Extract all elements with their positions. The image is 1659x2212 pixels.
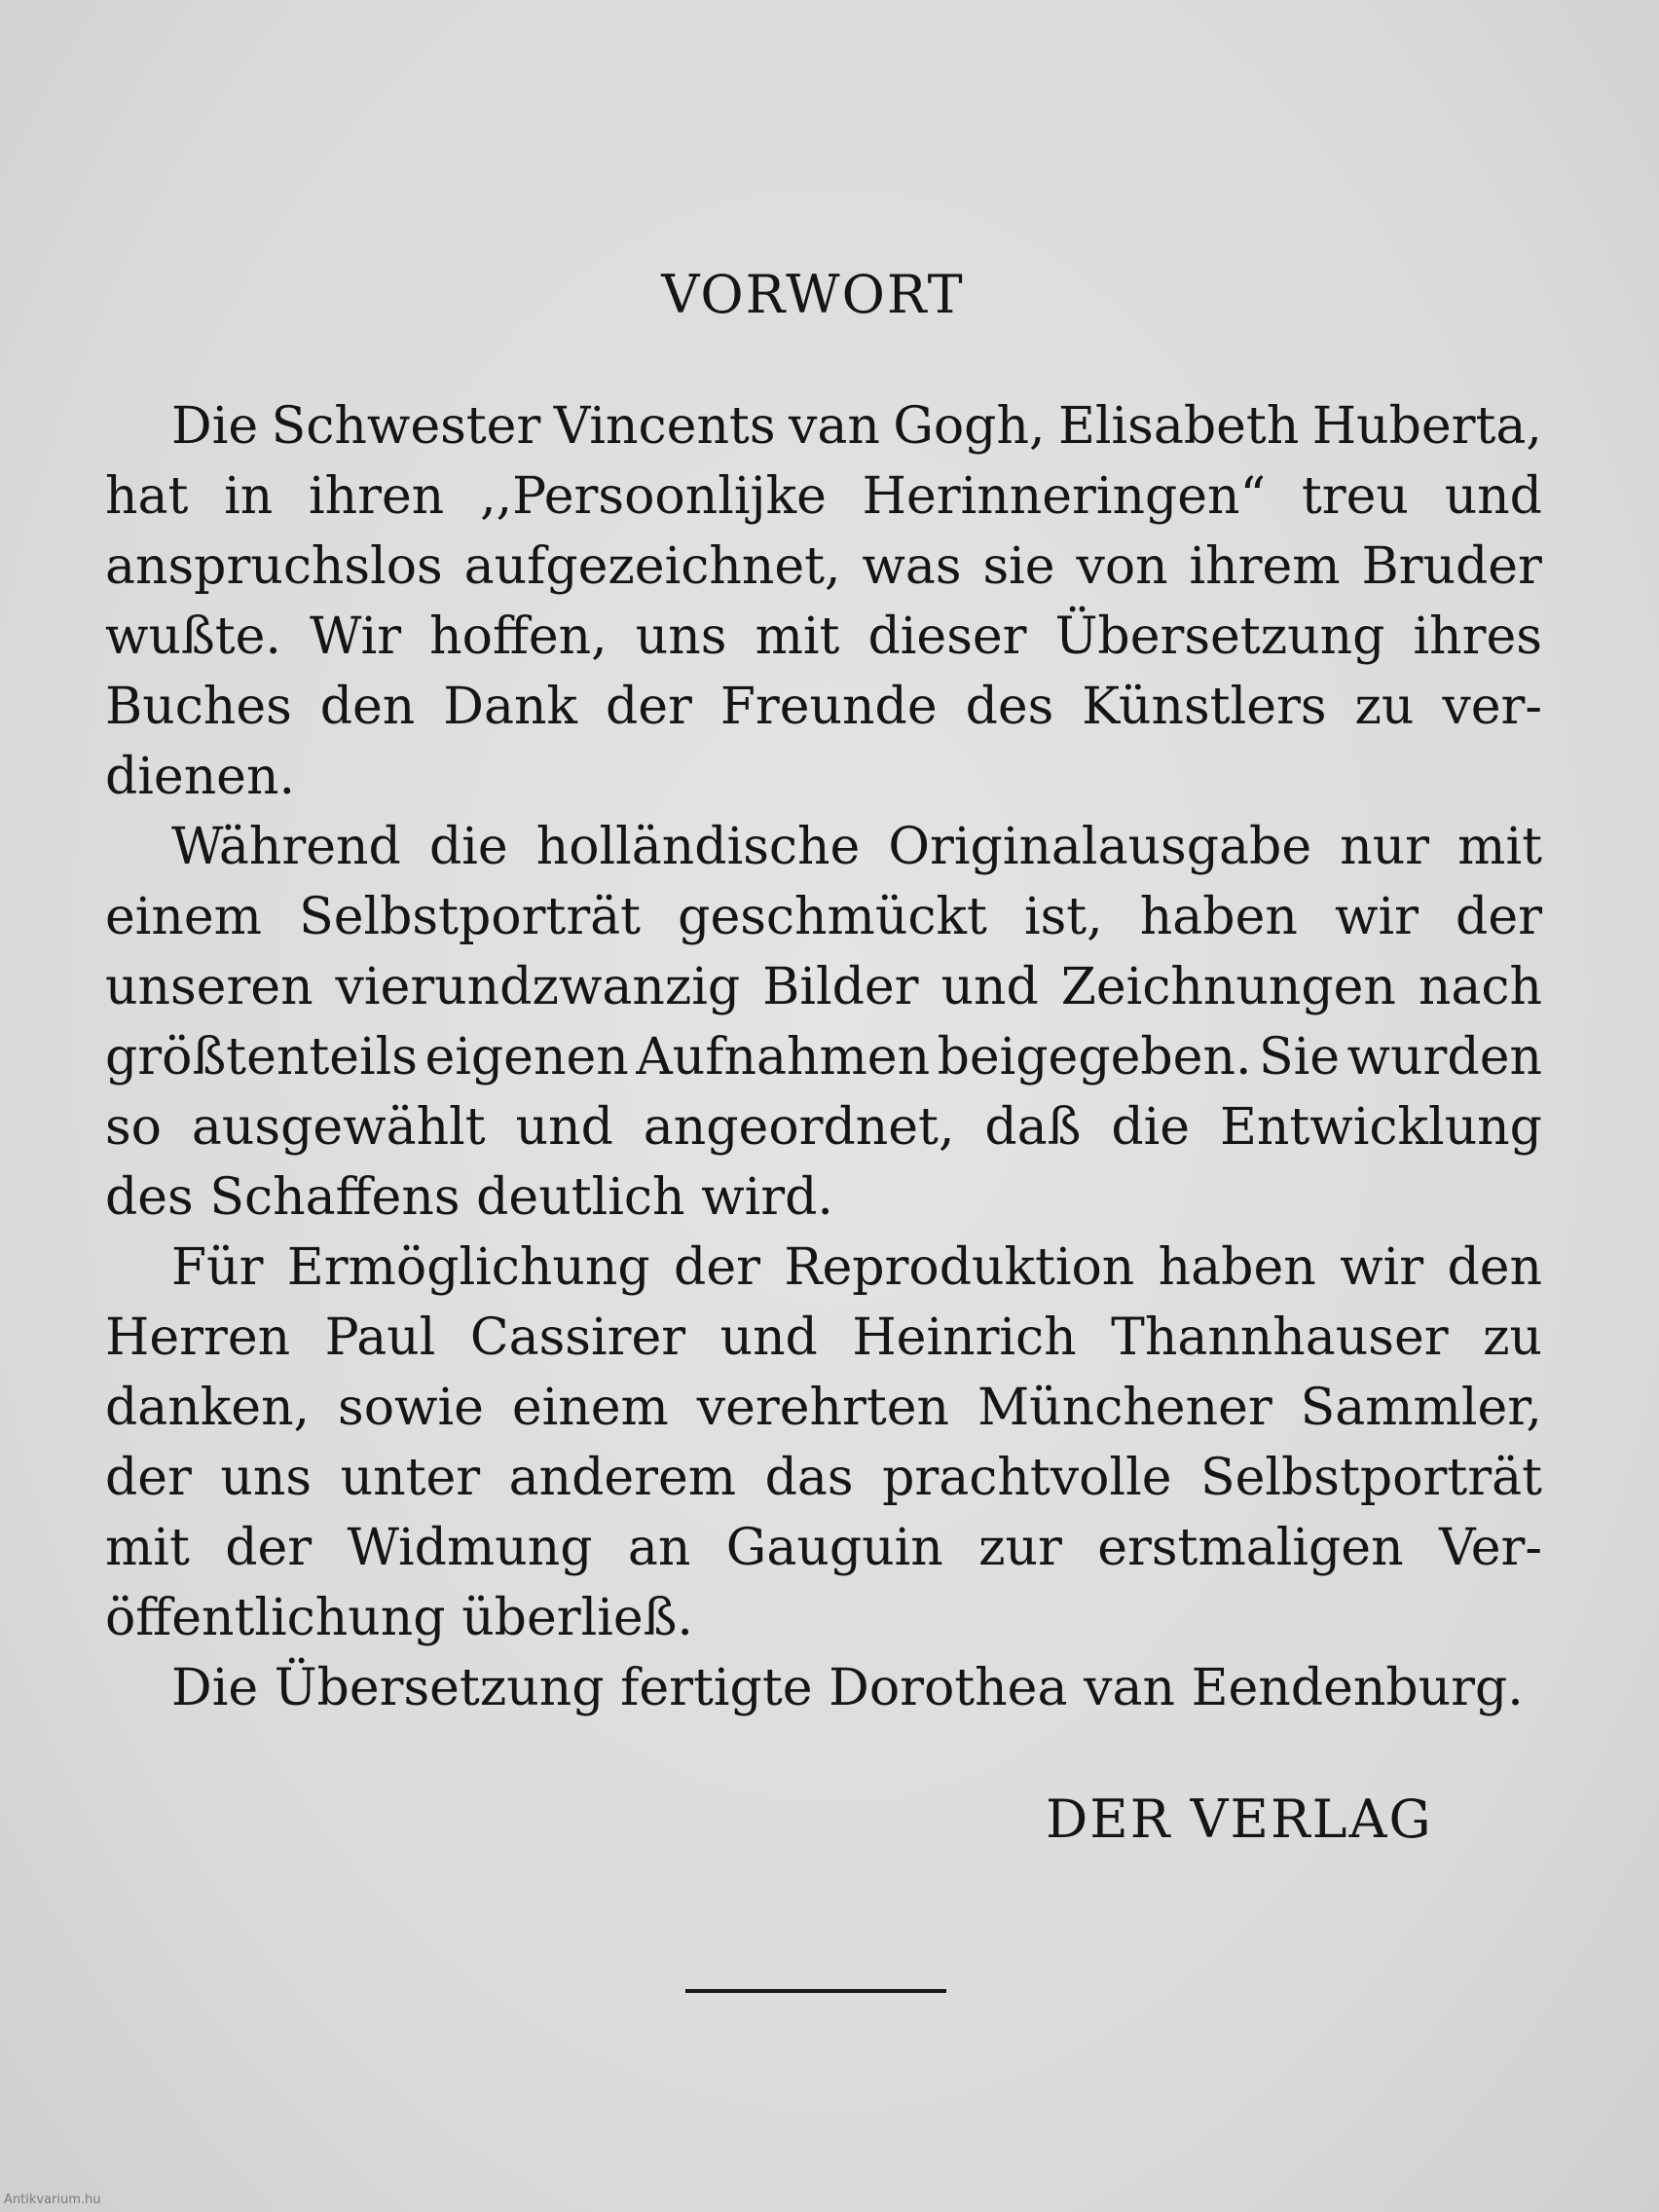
text-line: wußte. Wir hoffen, uns mit dieser Übersetzung ihres — [105, 608, 1542, 666]
signature: DER VERLAG — [1046, 1788, 1433, 1850]
text-line: Buches den Dank der Freunde des Künstlers zu ver- — [105, 678, 1542, 736]
text-line: größtenteils eigenen Aufnahmen beigegeben. Sie wurden — [105, 1028, 1542, 1087]
text-line: Herren Paul Cassirer und Heinrich Thannhauser zu — [105, 1309, 1542, 1367]
text-line: anspruchslos aufgezeichnet, was sie von ihrem Bruder — [105, 537, 1542, 596]
text-line: einem Selbstporträt geschmückt ist, haben wir der — [105, 888, 1542, 946]
foreword-body — [105, 391, 1542, 1723]
text-line: öffentlichung überließ. — [105, 1589, 693, 1647]
text-line: Die Schwester Vincents van Gogh, Elisabeth Huberta, — [171, 397, 1542, 456]
text-line: Die Übersetzung fertigte Dorothea van Eendenburg. — [171, 1659, 1524, 1717]
text-line: der uns unter anderem das prachtvolle Selbstporträt — [105, 1449, 1542, 1507]
text-line: des Schaffens deutlich wird. — [105, 1168, 833, 1227]
text-line: unseren vierundzwanzig Bilder und Zeichnungen nach — [105, 958, 1542, 1016]
closing-rule — [685, 1989, 946, 1993]
text-line: danken, sowie einem verehrten Münchener Sammler, — [105, 1379, 1542, 1437]
text-line: hat in ihren ,,Persoonlijke Herinneringen“ treu und — [105, 467, 1542, 526]
text-line: so ausgewählt und angeordnet, daß die Entwicklung — [105, 1098, 1542, 1157]
text-line: mit der Widmung an Gauguin zur erstmaligen Ver- — [105, 1519, 1542, 1577]
text-line: dienen. — [105, 748, 295, 806]
page-title: VORWORT — [661, 264, 965, 325]
watermark: Antikvarium.hu — [4, 2193, 101, 2207]
text-line: Während die holländische Originalausgabe nur mit — [171, 818, 1542, 876]
text-line: Für Ermöglichung der Reproduktion haben wir den — [171, 1238, 1542, 1297]
